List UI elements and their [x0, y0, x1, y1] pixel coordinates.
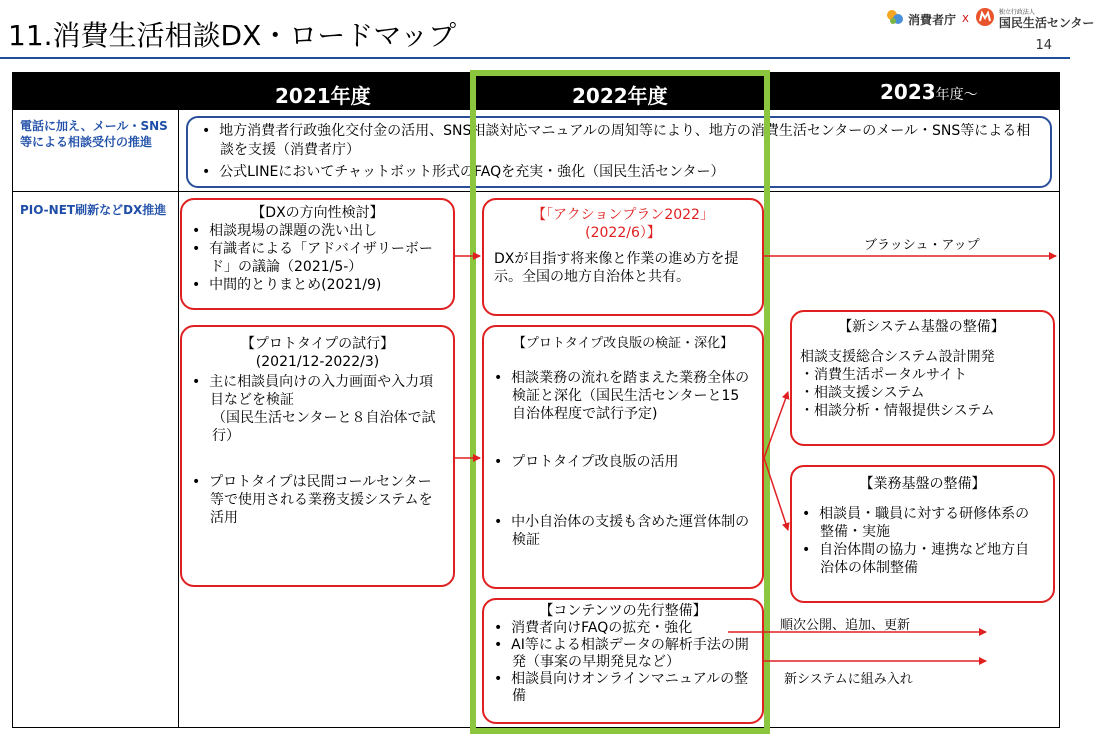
row-label-dx: PIO-NET刷新などDX推進	[20, 203, 167, 217]
prototype-improved-item-3: • 中小自治体の支援も含めた運営体制の検証	[494, 514, 750, 548]
page-title: 11.消費生活相談DX・ロードマップ	[8, 19, 457, 52]
prototype-trial-period: (2021/12-2022/3)	[255, 354, 380, 370]
page-number: 14	[1035, 38, 1052, 53]
arrow-to-new-system	[764, 392, 788, 458]
arrow-to-business-base	[764, 458, 788, 530]
new-system-lead: 相談支援総合システム設計開発	[800, 349, 995, 365]
brushup-label: ブラッシュ・アップ	[864, 238, 980, 253]
action-plan-heading: 【「アクションプラン2022」	[532, 207, 714, 223]
center-logo-small: 独立行政法人	[998, 9, 1035, 16]
dx-direction-item-2: • 有識者による「アドバイザリーボード」の議論（2021/5-）	[192, 241, 433, 275]
prototype-trial-item-2: • プロトタイプは民間コールセンター等で使用される業務支援システムを活用	[192, 474, 433, 526]
row-label-sns: 電話に加え、メール・SNS等による相談受付の推進	[20, 119, 168, 149]
prototype-trial-note: （国民生活センターと８自治体で試行）	[212, 410, 436, 444]
dx-direction-item-1: • 相談現場の課題の洗い出し	[192, 223, 378, 239]
contents-item-3: • 相談員向けオンラインマニュアルの整備	[494, 671, 749, 704]
contents-heading: 【コンテンツの先行整備】	[539, 603, 707, 619]
year-2023: 2023年度～	[880, 80, 978, 104]
business-base-item-1: • 相談員・職員に対する研修体系の整備・実施	[802, 506, 1030, 540]
prototype-improved-heading: 【プロトタイプ改良版の検証・深化】	[512, 336, 734, 351]
action-plan-date: (2022/6）】	[585, 225, 661, 241]
sns-bullet-1: • 地方消費者行政強化交付金の活用、SNS相談対応マニュアルの周知等により、地方の消費生活センターのメール・SNS等による相談を支援（消費者庁）	[202, 123, 1031, 158]
year-2022: 2022年度	[572, 84, 668, 108]
dx-direction-heading: 【DXの方向性検討】	[251, 205, 384, 221]
prototype-trial-heading: 【プロトタイプの試行】	[240, 336, 395, 352]
sequential-label: 順次公開、追加、更新	[780, 618, 911, 633]
dx-direction-item-3: • 中間的とりまとめ(2021/9)	[192, 277, 382, 293]
center-logo-text: 国民生活センター	[998, 16, 1094, 30]
contents-item-2: • AI等による相談データの解析手法の開発（事案の早期発見など）	[494, 637, 749, 670]
prototype-trial-item-1: • 主に相談員向けの入力画面や入力項目などを検証	[192, 374, 434, 408]
new-system-item-3: ・相談分析・情報提供システム	[800, 403, 995, 419]
integrate-label: 新システムに組み入れ	[784, 672, 913, 687]
prototype-improved-item-1: • 相談業務の流れを踏まえた業務全体の検証と深化（国民生活センターと15自治体程度で試行予定)	[494, 370, 750, 422]
year-2021: 2021年度	[275, 84, 371, 108]
prototype-improved-item-2: • プロトタイプ改良版の活用	[494, 454, 679, 470]
action-plan-body: DXが目指す将来像と作業の進め方を提示。全国の地方自治体と共有。	[494, 251, 739, 285]
new-system-item-1: ・消費生活ポータルサイト	[800, 367, 968, 383]
agency-logo-text: 消費者庁	[908, 12, 957, 27]
contents-item-1: • 消費者向けFAQの拡充・強化	[494, 620, 693, 636]
new-system-item-2: ・相談支援システム	[800, 385, 925, 401]
business-base-item-2: • 自治体間の協力・連携など地方自治体の体制整備	[802, 542, 1030, 576]
business-base-heading: 【業務基盤の整備】	[859, 476, 986, 492]
logo-separator: X	[962, 13, 969, 25]
sns-bullet-2: • 公式LINEにおいてチャットボット形式のFAQを充実・強化（国民生活センター）	[202, 164, 725, 180]
new-system-heading: 【新システム基盤の整備】	[838, 319, 1005, 335]
